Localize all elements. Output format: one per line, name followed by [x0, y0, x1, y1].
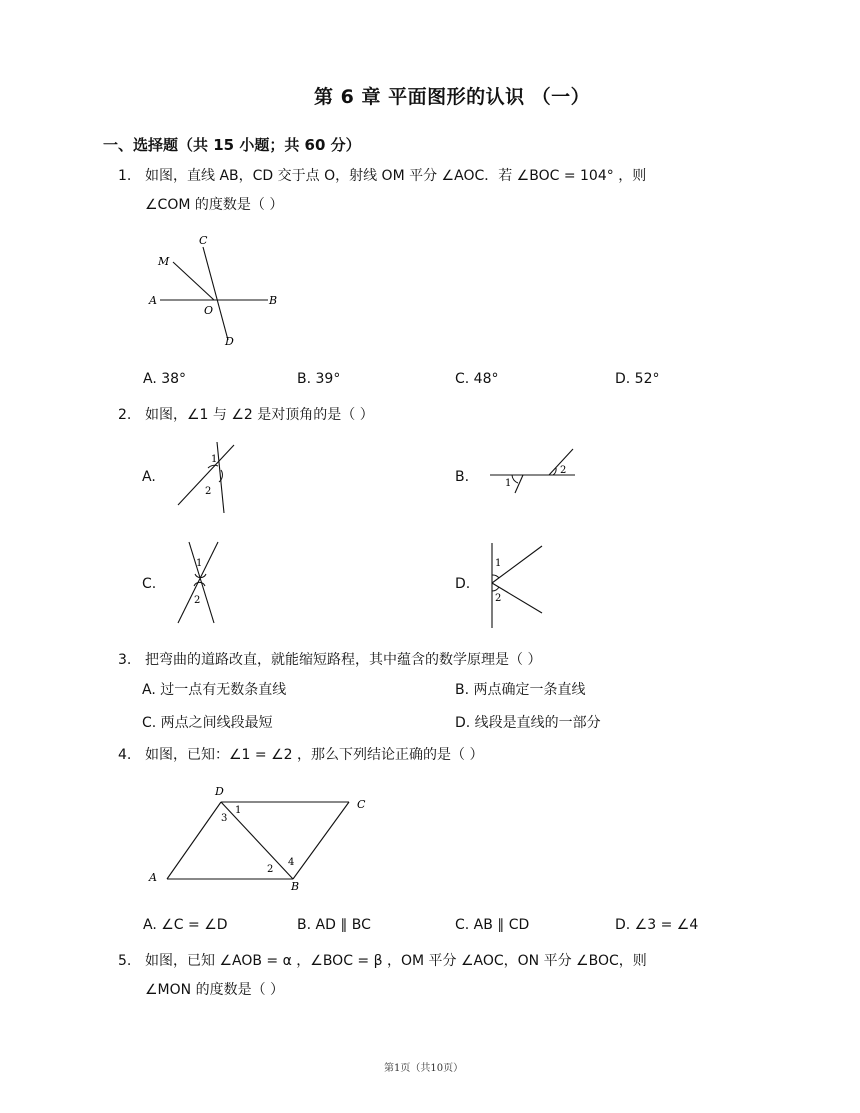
- figure-intersecting-lines: [140, 232, 290, 347]
- angle-2-label: 2: [194, 595, 201, 606]
- option-d: D. 52°: [615, 371, 660, 387]
- angle-1-label: 1: [505, 478, 512, 489]
- figure-option-c: [172, 538, 242, 628]
- section-heading: 一、选择题（共 15 小题；共 60 分）: [103, 136, 361, 154]
- figure-option-b: [485, 445, 585, 505]
- option-b: B. AD ∥ BC: [297, 917, 371, 933]
- question-number: 3.: [118, 652, 132, 668]
- option-a: A. 过一点有无数条直线: [142, 682, 287, 698]
- question-number: 1.: [118, 168, 132, 184]
- option-c-label: C.: [142, 576, 157, 592]
- angle-1-label: 1: [211, 454, 218, 465]
- fig-label-M: M: [158, 255, 170, 268]
- question-text: 如图，已知：∠1 = ∠2 ，那么下列结论正确的是（ ）: [145, 747, 484, 763]
- fig-label-O: O: [204, 304, 214, 317]
- option-c: C. 两点之间线段最短: [142, 715, 273, 731]
- angle-1-label: 1: [495, 558, 502, 569]
- figure-option-d: [485, 540, 555, 630]
- question-number: 2.: [118, 407, 132, 423]
- angle-1-label: 1: [235, 805, 242, 816]
- option-d-label: D.: [455, 576, 471, 592]
- question-text: 如图，∠1 与 ∠2 是对顶角的是（ ）: [145, 407, 374, 423]
- option-b: B. 两点确定一条直线: [455, 682, 586, 698]
- vertex-C: C: [357, 798, 366, 811]
- figure-parallelogram: [145, 780, 385, 900]
- angle-2-label: 2: [560, 465, 567, 476]
- question-text-continued: ∠COM 的度数是（ ）: [145, 197, 284, 213]
- option-c: C. 48°: [455, 371, 499, 387]
- page-footer: 第1页（共10页）: [384, 1063, 464, 1074]
- option-b: B. 39°: [297, 371, 341, 387]
- question-text: 如图，已知 ∠AOB = α ，∠BOC = β ，OM 平分 ∠AOC，ON 平分 ∠BOC，则: [145, 953, 647, 969]
- vertex-B: B: [291, 880, 300, 893]
- angle-1-label: 1: [196, 558, 203, 569]
- option-a: A. 38°: [143, 371, 187, 387]
- angle-3-label: 3: [221, 813, 228, 824]
- question-text-continued: ∠MON 的度数是（ ）: [145, 982, 285, 998]
- angle-2-label: 2: [267, 864, 274, 875]
- vertex-D: D: [215, 785, 224, 798]
- option-a-label: A.: [142, 469, 156, 485]
- fig-label-C: C: [199, 234, 208, 247]
- question-text: 如图，直线 AB，CD 交于点 O，射线 OM 平分 ∠AOC．若 ∠BOC = 104° ，则: [145, 168, 647, 184]
- page-title: 第 6 章 平面图形的认识 （一）: [314, 86, 591, 108]
- question-number: 4.: [118, 747, 132, 763]
- angle-2-label: 2: [205, 486, 212, 497]
- option-a: A. ∠C = ∠D: [143, 917, 228, 933]
- option-b-label: B.: [455, 469, 470, 485]
- question-text: 把弯曲的道路改直，就能缩短路程，其中蕴含的数学原理是（ ）: [145, 652, 542, 668]
- question-number: 5.: [118, 953, 132, 969]
- option-d: D. ∠3 = ∠4: [615, 917, 699, 933]
- angle-2-label: 2: [495, 593, 502, 604]
- option-c: C. AB ∥ CD: [455, 917, 530, 933]
- angle-4-label: 4: [288, 857, 295, 868]
- vertex-A: A: [149, 871, 157, 884]
- option-d: D. 线段是直线的一部分: [455, 715, 601, 731]
- fig-label-A: A: [149, 294, 157, 307]
- fig-label-D: D: [225, 335, 234, 348]
- figure-option-a: [172, 440, 252, 515]
- fig-label-B: B: [269, 294, 278, 307]
